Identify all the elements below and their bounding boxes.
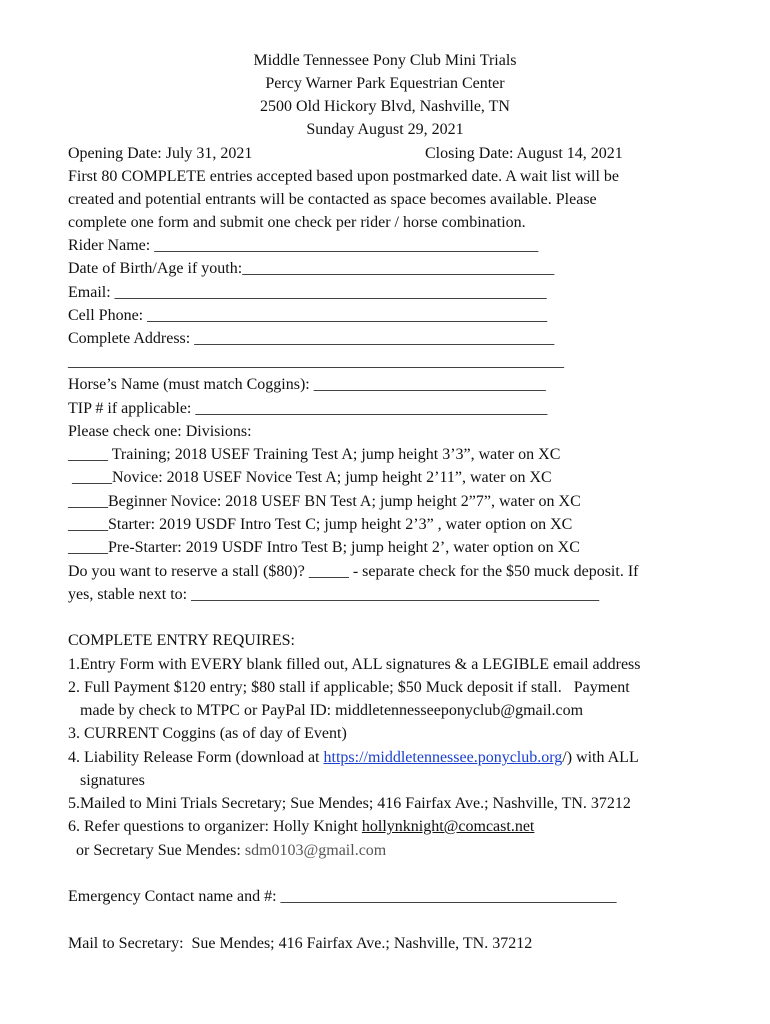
horse-name-field: Horse’s Name (must match Coggins): _____________________________ xyxy=(68,376,546,393)
event-title: Middle Tennessee Pony Club Mini Trials xyxy=(253,52,517,69)
requirement-6-continued xyxy=(68,841,386,861)
event-venue: Percy Warner Park Equestrian Center xyxy=(265,75,505,92)
cell-phone-field: Cell Phone: __________________________________________________ xyxy=(68,307,548,324)
requirement-4-suffix: /) with ALL xyxy=(562,749,639,766)
secretary-label: or Secretary Sue Mendes: xyxy=(68,842,245,859)
requirement-4-continued: signatures xyxy=(68,772,145,789)
requirement-2-continued: made by check to MTPC or PayPal ID: middletennesseeponyclub@gmail.com xyxy=(68,702,584,719)
requirement-6 xyxy=(68,817,534,837)
divisions-prompt: Please check one: Divisions: xyxy=(68,423,252,440)
ponyclub-website-link[interactable]: https://middletennessee.ponyclub.org xyxy=(323,749,563,766)
stable-next-to-field: yes, stable next to: ___________________________________________________ xyxy=(68,586,600,603)
rider-name-field: Rider Name: ________________________________________________ xyxy=(68,237,539,254)
stall-question: Do you want to reserve a stall ($80)? _____ - separate check for the $50 muck deposit. If xyxy=(68,563,639,580)
secretary-email: sdm0103@gmail.com xyxy=(244,842,387,859)
event-date: Sunday August 29, 2021 xyxy=(306,121,464,138)
closing-date: Closing Date: August 14, 2021 xyxy=(425,145,623,162)
division-pre-starter: _____Pre-Starter: 2019 USDF Intro Test B; jump height 2’, water option on XC xyxy=(68,539,580,556)
requirement-4 xyxy=(68,748,639,768)
intro-line-3: complete one form and submit one check per rider / horse combination. xyxy=(68,214,526,231)
intro-line-2: created and potential entrants will be contacted as space becomes available. Please xyxy=(68,191,597,208)
requirement-4-prefix: 4. Liability Release Form (download at xyxy=(68,749,324,766)
requirement-2: 2. Full Payment $120 entry; $80 stall if applicable; $50 Muck deposit if stall. Payment xyxy=(68,679,630,696)
dob-field: Date of Birth/Age if youth:_______________________________________ xyxy=(68,260,555,277)
event-address: 2500 Old Hickory Blvd, Nashville, TN xyxy=(260,98,510,115)
email-field: Email: ______________________________________________________ xyxy=(68,284,547,301)
address-field: Complete Address: _____________________________________________ xyxy=(68,330,555,347)
address-continuation-field: ______________________________________________________________ xyxy=(68,353,564,370)
organizer-email-link[interactable]: hollynknight@comcast.net xyxy=(361,818,535,835)
requirement-1: 1.Entry Form with EVERY blank filled out, ALL signatures & a LEGIBLE email address xyxy=(68,656,641,673)
requirement-3: 3. CURRENT Coggins (as of day of Event) xyxy=(68,725,347,742)
requirement-5: 5.Mailed to Mini Trials Secretary; Sue Mendes; 416 Fairfax Ave.; Nashville, TN. 37212 xyxy=(68,795,631,812)
division-novice: _____Novice: 2018 USEF Novice Test A; jump height 2’11”, water on XC xyxy=(68,469,552,486)
emergency-contact-field: Emergency Contact name and #: __________________________________________ xyxy=(68,888,617,905)
division-training: _____ Training; 2018 USEF Training Test A; jump height 3’3”, water on XC xyxy=(68,446,561,463)
tip-field: TIP # if applicable: ____________________________________________ xyxy=(68,400,548,417)
division-beginner-novice: _____Beginner Novice: 2018 USEF BN Test A; jump height 2”7”, water on XC xyxy=(68,493,581,510)
opening-date: Opening Date: July 31, 2021 xyxy=(68,145,253,162)
division-starter: _____Starter: 2019 USDF Intro Test C; jump height 2’3” , water option on XC xyxy=(68,516,573,533)
mail-to-secretary: Mail to Secretary: Sue Mendes; 416 Fairfax Ave.; Nashville, TN. 37212 xyxy=(68,935,533,952)
intro-line-1: First 80 COMPLETE entries accepted based upon postmarked date. A wait list will be xyxy=(68,168,620,185)
requirement-6-prefix: 6. Refer questions to organizer: Holly Knight xyxy=(68,818,362,835)
requirements-heading: COMPLETE ENTRY REQUIRES: xyxy=(68,632,295,649)
